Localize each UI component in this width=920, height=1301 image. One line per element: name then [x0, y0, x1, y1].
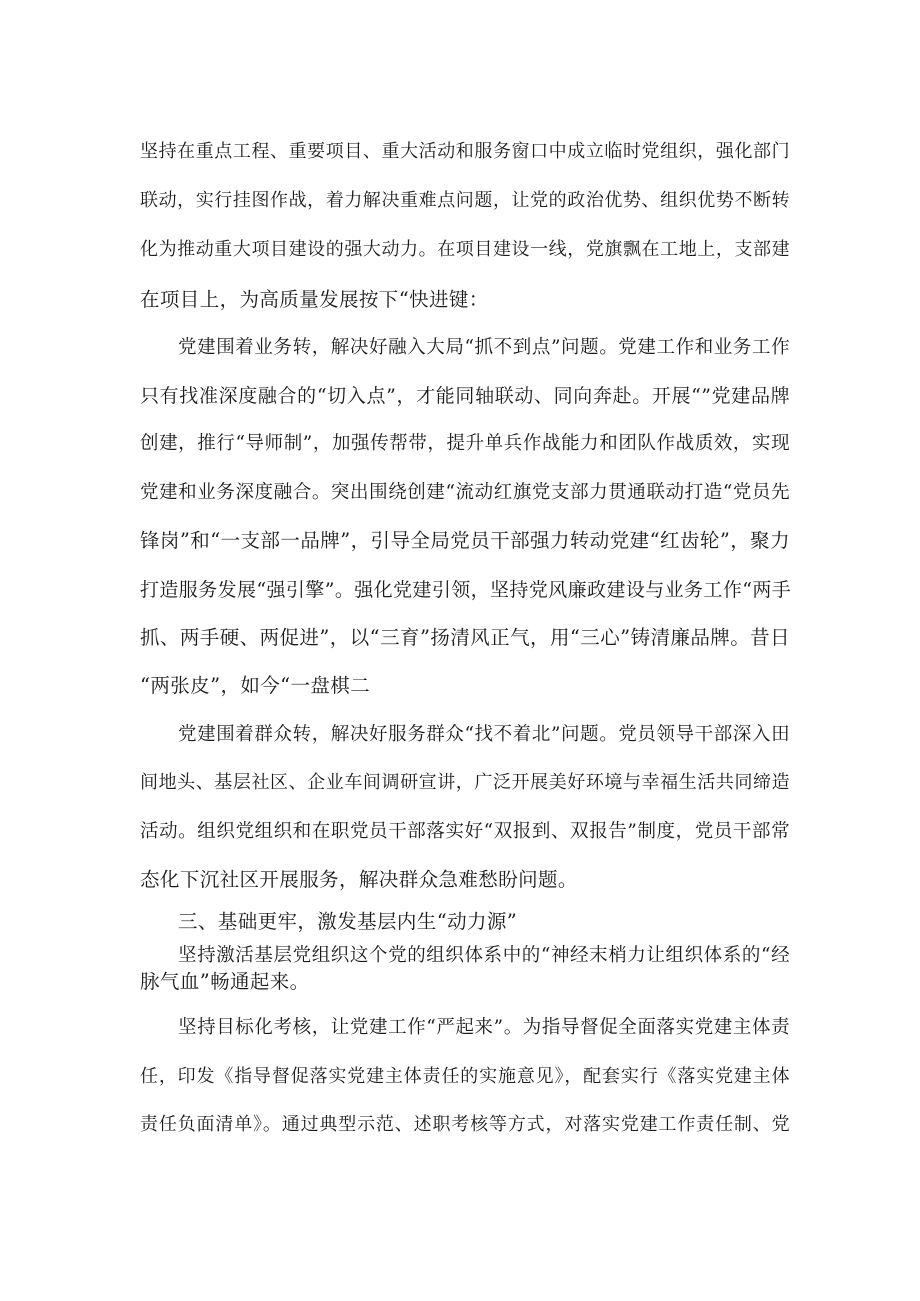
paragraph-6-line-2: 任，印发《指导督促落实党建主体责任的实施意见》，配套实行《落实党建主体: [140, 1066, 790, 1087]
paragraph-1-line-2: 联动，实行挂图作战，着力解决重难点问题，让党的政治优势、组织优势不断转: [140, 190, 790, 211]
paragraph-2-line-5: 锋岗”和“一支部一品牌”，引导全局党员干部强力转动党建“红齿轮”，聚力: [140, 529, 790, 552]
paragraph-3-line-4: 态化下沉社区开展服务，解决群众急难愁盼问题。: [140, 868, 578, 891]
paragraph-2-line-3: 创建，推行“导师制”，加强传帮带，提升单兵作战能力和团队作战质效，实现: [140, 433, 790, 454]
paragraph-3-line-3: 活动。组织党组织和在职党员干部落实好“双报到、双报告”制度，党员干部常: [140, 821, 790, 842]
paragraph-5-line-2: 脉气血”畅通起来。: [140, 970, 310, 993]
paragraph-6-line-3: 责任负面清单》。通过典型示范、述职考核等方式，对落实党建工作责任制、党: [140, 1114, 790, 1135]
paragraph-6-line-1: 坚持目标化考核，让党建工作“严起来”。为指导督促全面落实党建主体责: [178, 1017, 790, 1038]
paragraph-2-line-1: 党建围着业务转，解决好融入大局“抓不到点”问题。党建工作和业务工作: [178, 337, 790, 358]
paragraph-5-line-1: 坚持激活基层党组织这个党的组织体系中的“神经末梢力让组织体系的“经: [178, 945, 790, 966]
paragraph-2-line-7: 抓、两手硬、两促进”，以“三育”扬清风正气，用“三心”铸清廉品牌。昔日: [140, 626, 790, 649]
paragraph-1-line-4: 在项目上，为高质量发展按下“快进键：: [140, 288, 489, 311]
section-heading: 三、基础更牢，激发基层内生“动力源”: [178, 910, 518, 933]
paragraph-2-line-6: 打造服务发展“强引擎”。强化党建引领，坚持党风廉政建设与业务工作“两手: [140, 579, 792, 601]
paragraph-2-line-8: “两张皮”，如今“一盘棋二: [140, 674, 371, 697]
paragraph-2-line-2: 只有找准深度融合的“切入点”，才能同轴联动、同向奔赴。开展“”党建品牌: [140, 385, 790, 407]
paragraph-1-line-3: 化为推动重大项目建设的强大动力。在项目建设一线，党旗飘在工地上，支部建: [140, 239, 790, 260]
paragraph-1-line-1: 坚持在重点工程、重要项目、重大活动和服务窗口中成立临时党组织，强化部门: [140, 141, 790, 162]
paragraph-3-line-1: 党建围着群众转，解决好服务群众“找不着北”问题。党员领导干部深入田: [178, 724, 790, 745]
paragraph-2-line-4: 党建和业务深度融合。突出围绕创建“流动红旗党支部力贯通联动打造“党员先: [140, 482, 790, 503]
paragraph-3-line-2: 间地头、基层社区、企业车间调研宣讲，广泛开展美好环境与幸福生活共同缔造: [140, 772, 790, 793]
